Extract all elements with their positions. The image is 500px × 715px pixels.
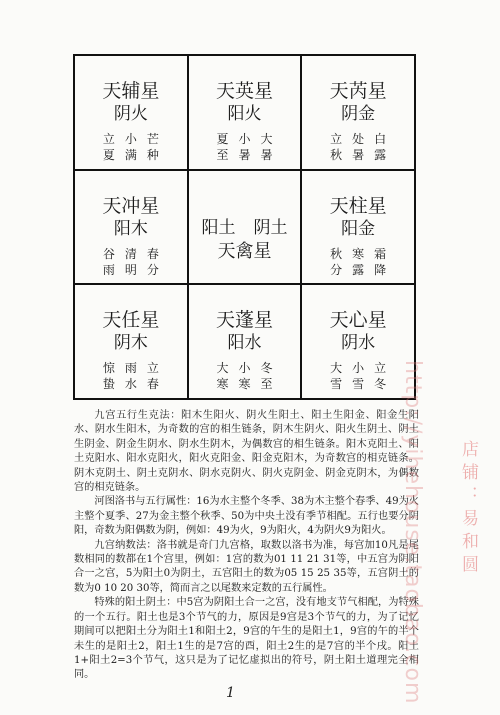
term-char: 芒 (146, 132, 159, 146)
term-char: 立 (102, 132, 115, 146)
watermark-shop: 店铺：易和圆 (458, 440, 478, 578)
palace-cell (74, 170, 188, 285)
solar-terms (189, 131, 301, 163)
star-element: 阴木 (113, 333, 148, 354)
star-name: 天任星 (102, 309, 160, 332)
term-char: 小 (124, 132, 137, 146)
palace-cell (301, 170, 415, 285)
term-char: 夏 (102, 148, 115, 162)
body-text (74, 409, 419, 683)
paragraph-special-earth: 特殊的阳土阴土：中5宫为阴阳土合一之宫，没有地支节气相配，为特殊的一个五行。阳土也是3个节气的力，原因是9宫是3个节气的力，为了记忆期间可以把阳土分为阳土1和阳土2，9宫的午生的是阳土1，9宫的午的半个未生的是阳土2，阳土1生的是7宫的酉，阳土2生的是7宫的半个戌。阳土1+阳土2=3个节气，这只是为了记忆虚拟出的符号，阴土阳土道理完全相同。 (74, 597, 419, 681)
term-char: 春 (146, 377, 159, 392)
term-char: 寒 (216, 377, 229, 392)
solar-terms (189, 360, 301, 392)
term-char: 秋 (330, 148, 343, 162)
paragraph-number-method: 九宫纳数法：洛书就是奇门九宫格，取数以洛书为准，每宫加10凡是尾数相同的数都在1个宫里，例如：1宫的数为01 11 21 31等，中五宫为阴阳合一之宫，5为阳土0为阴土，五宫阳土的数为05 15 25 35等，五宫阴土的数为0 10 20 30等，简而言之以尾数来定数的五行属性。 (74, 539, 419, 594)
solar-terms (302, 246, 414, 278)
paragraph-wuxing-relations: 九宫五行生克法：阳木生阳火、阴火生阳土、阳土生阳金、阳金生阳水、阴水生阳木，为奇数的宫的相生链条，阴木生阴火、阳火生阴土、阴土生阴金、阴金生阴水、阴水生阴木，为偶数宫的相生链条。阳木克阳土、阳土克阳水、阳水克阳火，阳火克阳金、阳金克阳木，为奇数宫的相克链条。阴木克阴土、阴土克阴水、阴水克阴火、阴火克阴金、阴金克阴木，为偶数宫的相克链条。 (74, 410, 419, 494)
term-char: 霜 (374, 246, 387, 261)
term-char: 谷 (102, 246, 115, 261)
watermark-url: http://yihehouse.taobao.com (400, 360, 425, 705)
star-element: 阴金 (341, 104, 376, 124)
term-char: 惊 (102, 361, 115, 376)
term-char: 春 (146, 246, 159, 261)
star-name: 天心星 (329, 309, 387, 332)
term-char: 雨 (124, 361, 137, 376)
term-char: 处 (352, 132, 365, 146)
term-char: 大 (330, 361, 343, 376)
term-char: 立 (330, 132, 343, 146)
term-char: 雪 (352, 377, 365, 392)
star-element: 阳火 (227, 104, 262, 124)
nine-palace-grid (73, 54, 416, 400)
term-char: 寒 (352, 246, 365, 261)
term-char: 分 (330, 262, 343, 277)
term-char: 蛰 (102, 377, 115, 392)
term-char: 降 (374, 262, 387, 277)
palace-cell (74, 55, 188, 170)
palace-cell (301, 55, 415, 170)
solar-terms (75, 360, 187, 392)
term-char: 种 (146, 148, 159, 162)
term-char: 立 (374, 361, 387, 376)
palace-cell (188, 284, 302, 399)
star-element: 阴火 (113, 104, 148, 124)
term-char: 暑 (238, 148, 251, 162)
term-char: 大 (260, 132, 273, 146)
term-char: 满 (124, 148, 137, 162)
solar-terms (75, 246, 187, 278)
term-char: 小 (238, 132, 251, 146)
term-char: 至 (260, 377, 273, 392)
term-char: 水 (124, 377, 137, 392)
term-char: 露 (374, 148, 387, 162)
yin-earth-label: 阴土 (253, 217, 288, 238)
term-char: 寒 (238, 377, 251, 392)
term-char: 大 (216, 361, 229, 376)
star-name: 天冲星 (102, 194, 160, 217)
term-char: 雨 (102, 262, 115, 277)
term-char: 至 (216, 148, 229, 162)
star-name: 天蓬星 (215, 309, 273, 332)
star-element: 阳水 (227, 333, 262, 354)
term-char: 雪 (330, 377, 343, 392)
term-char: 清 (124, 246, 137, 261)
term-char: 小 (352, 361, 365, 376)
term-char: 分 (146, 262, 159, 277)
palace-cell (188, 55, 302, 170)
term-char: 明 (124, 262, 137, 277)
star-name: 天禽星 (217, 240, 272, 262)
paragraph-hetu-luoshu: 河图洛书与五行属性：16为水主整个冬季、38为木主整个春季、49为火主整个夏季、27为金主整个秋季、50为中央土没有季节相配。五行也要分阴阳，奇数为阳偶数为阴，例如：49为火，9为阳火，4为阴火9为阳火。 (74, 496, 419, 537)
star-element: 阳木 (113, 218, 148, 239)
palace-cell (74, 284, 188, 399)
term-char: 白 (374, 132, 387, 146)
term-char: 暑 (260, 148, 273, 162)
star-name: 天柱星 (329, 194, 387, 217)
center-earth-labels (189, 213, 301, 238)
term-char: 夏 (216, 132, 229, 146)
solar-terms (75, 131, 187, 163)
page-number: 1 (226, 685, 235, 701)
term-char: 冬 (260, 361, 273, 376)
star-name: 天英星 (215, 80, 273, 102)
term-char: 立 (146, 361, 159, 376)
term-char: 暑 (352, 148, 365, 162)
yang-earth-label: 阳土 (201, 217, 236, 238)
star-element: 阴水 (341, 333, 376, 354)
term-char: 露 (352, 262, 365, 277)
star-name: 天辅星 (102, 80, 160, 102)
solar-terms (302, 360, 414, 392)
star-element: 阳金 (341, 218, 376, 239)
term-char: 小 (238, 361, 251, 376)
palace-cell (301, 284, 415, 399)
star-name: 天芮星 (329, 80, 387, 102)
term-char: 冬 (374, 377, 387, 392)
term-char: 秋 (330, 246, 343, 261)
solar-terms (302, 131, 414, 163)
center-palace-cell (188, 170, 302, 285)
